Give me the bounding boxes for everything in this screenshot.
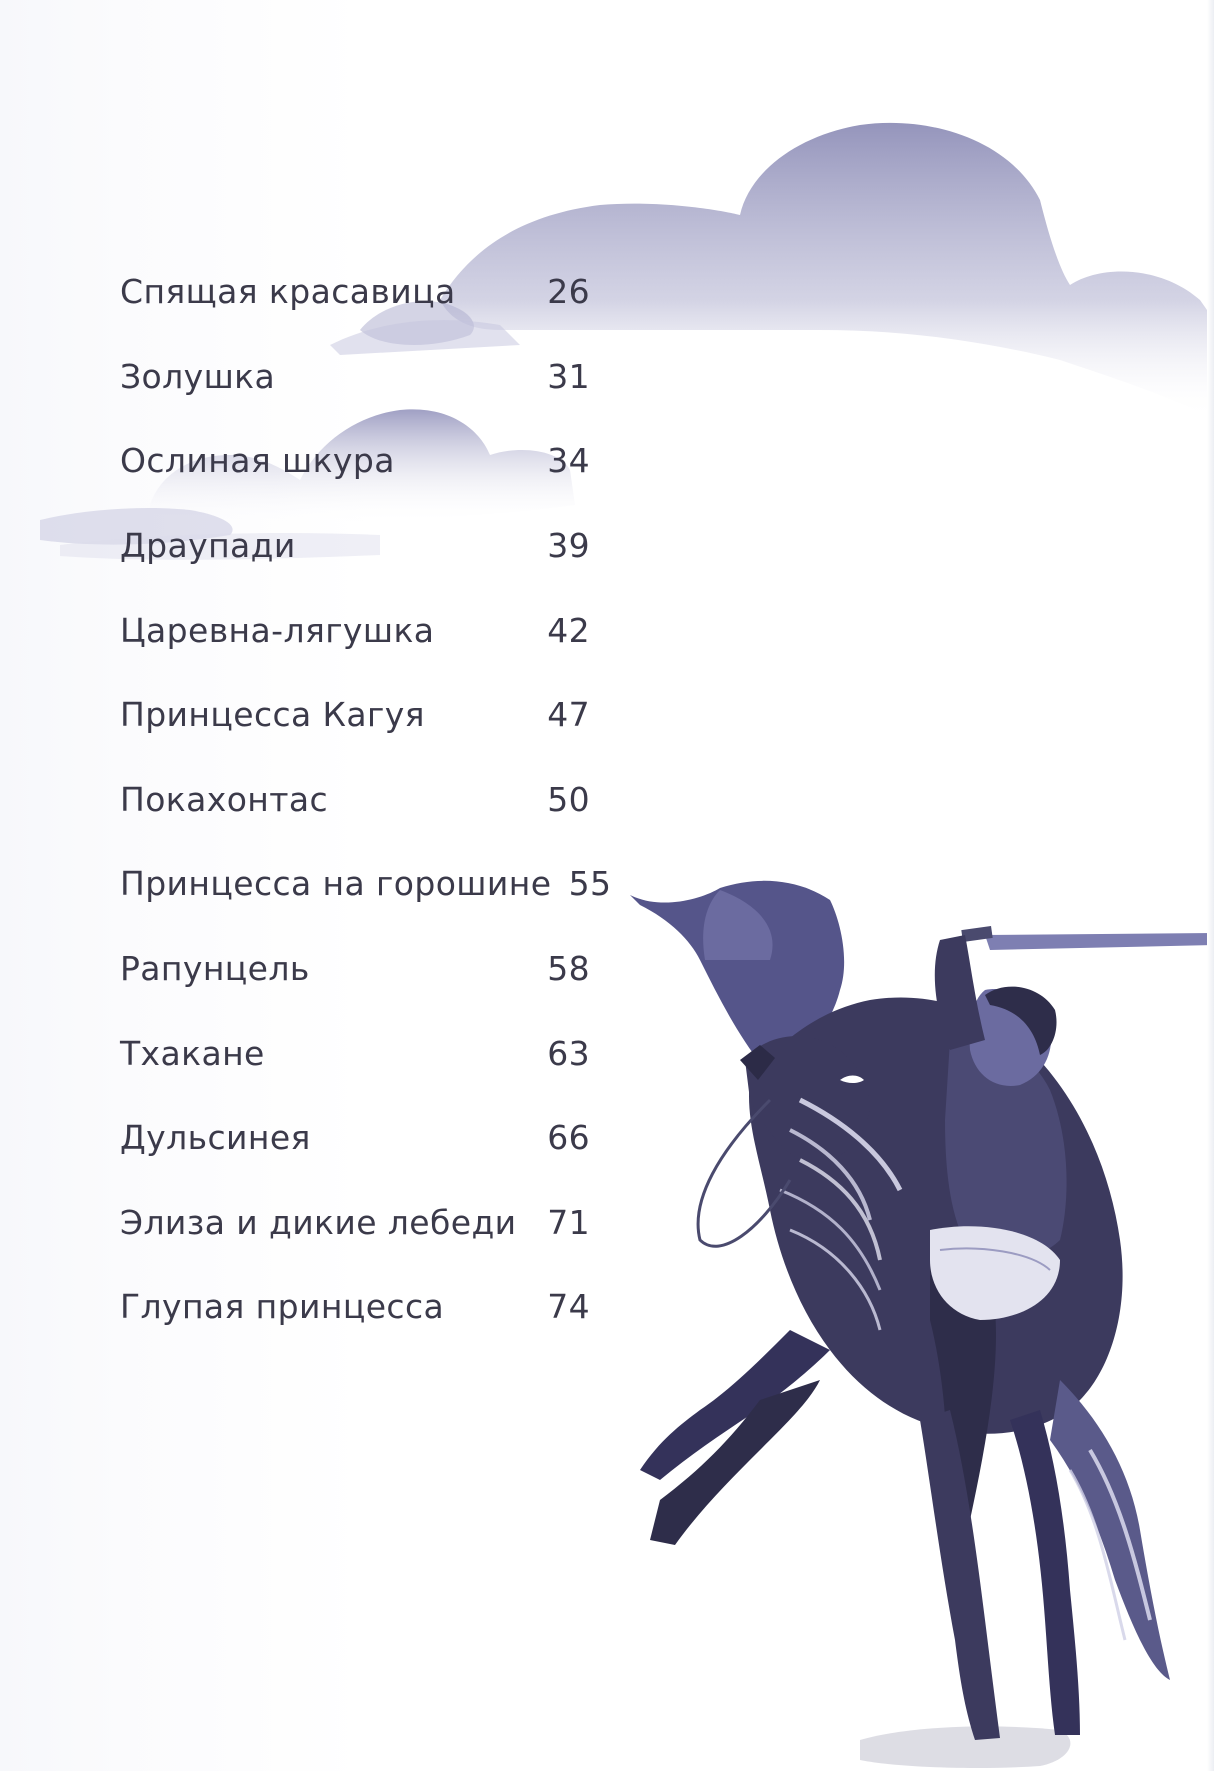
toc-entry-title: Рапунцель: [120, 949, 310, 989]
toc-entry-title: Ослиная шкура: [120, 441, 395, 481]
toc-entry[interactable]: [120, 504, 590, 589]
toc-entry-page: 71: [547, 1202, 590, 1242]
toc-entry-title: Дульсинея: [120, 1118, 311, 1158]
toc-entry-title: Покахонтас: [120, 779, 329, 819]
toc-entry-title: Тхакане: [120, 1033, 265, 1073]
toc-entry[interactable]: [120, 842, 612, 927]
toc-entry-title: Спящая красавица: [120, 272, 456, 312]
rider-on-horse: [630, 881, 1214, 1768]
toc-entry-page: 47: [547, 695, 590, 735]
toc-entry-page: 34: [547, 441, 590, 481]
toc-entry[interactable]: [120, 1096, 590, 1181]
page-edge: [1207, 0, 1214, 1771]
toc-entry[interactable]: [120, 419, 590, 504]
toc-entry[interactable]: [120, 1011, 590, 1096]
toc-entry[interactable]: [120, 1181, 590, 1266]
toc-entry-title: Элиза и дикие лебеди: [120, 1202, 517, 1242]
toc-entry-page: 31: [547, 356, 590, 396]
toc-entry-page: 50: [547, 779, 590, 819]
toc-entry-page: 39: [547, 526, 590, 566]
toc-entry-page: 66: [547, 1118, 590, 1158]
toc-entry[interactable]: [120, 588, 590, 673]
toc-entry[interactable]: [120, 250, 590, 335]
toc-entry-page: 42: [547, 610, 590, 650]
toc-entry-title: Принцесса Кагуя: [120, 695, 425, 735]
table-of-contents: [120, 250, 612, 1350]
toc-entry-page: 74: [547, 1287, 590, 1327]
toc-entry-page: 55: [568, 864, 612, 904]
toc-entry[interactable]: [120, 758, 590, 843]
toc-entry-page: 63: [547, 1033, 590, 1073]
toc-entry-page: 58: [547, 949, 590, 989]
toc-entry-page: 26: [547, 272, 590, 312]
toc-entry[interactable]: [120, 927, 590, 1012]
toc-entry[interactable]: [120, 673, 590, 758]
toc-entry[interactable]: [120, 1265, 590, 1350]
toc-entry-title: Глупая принцесса: [120, 1287, 445, 1327]
toc-entry[interactable]: [120, 335, 590, 420]
toc-entry-title: Золушка: [120, 356, 276, 396]
toc-entry-title: Царевна-лягушка: [120, 610, 435, 650]
toc-entry-title: Принцесса на горошине: [120, 864, 552, 904]
toc-entry-title: Драупади: [120, 526, 296, 566]
